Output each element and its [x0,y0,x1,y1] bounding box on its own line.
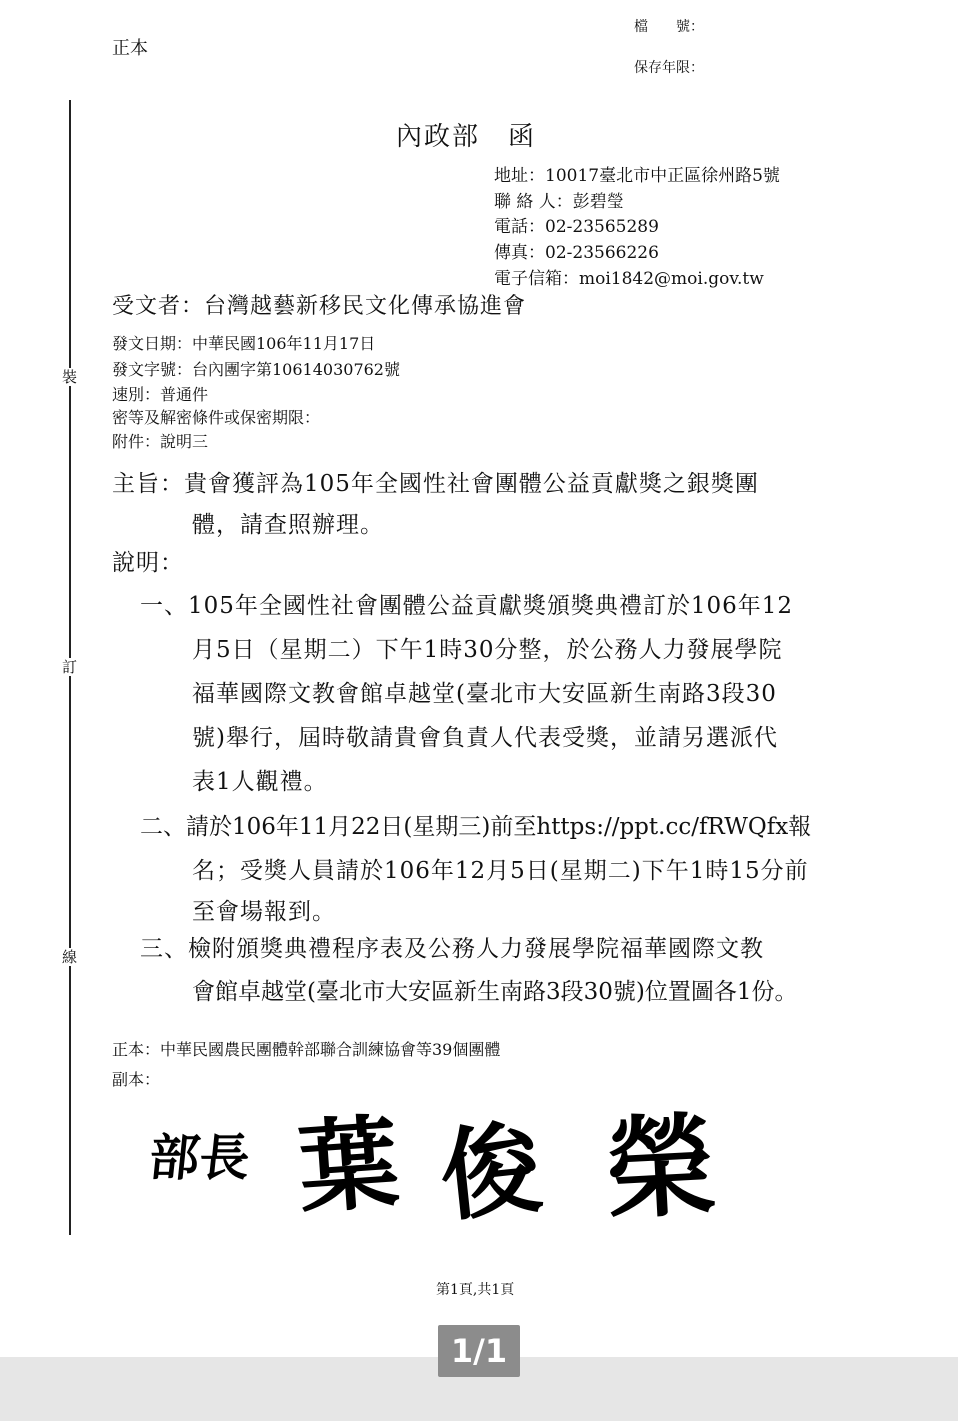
binding-mark-3: 線 [62,948,78,966]
copy-type: 正本 [112,38,148,59]
contact-email: 電子信箱：moi1842@moi.gov.tw [494,269,764,289]
attachment: 附件：說明三 [112,432,209,451]
contact-fax: 傳真：02-23566226 [494,243,659,263]
contact-person: 聯 絡 人：彭碧瑩 [494,192,624,212]
signature-name-2: 俊 [434,1108,547,1236]
binding-mark-2: 訂 [62,658,78,676]
binding-mark-1: 裝 [62,368,78,386]
item2-line-1: 二、請於106年11月22日(星期三)前至https://ppt.cc/fRWQfx報 [140,814,812,840]
explanation-heading: 說明： [112,550,184,576]
signature-name-1: 葉 [294,1102,403,1228]
speed: 速別：普通件 [112,385,209,404]
secrecy: 密等及解密條件或保密期限： [112,408,321,427]
distribution-main: 正本：中華民國農民團體幹部聯合訓練協會等39個團體 [112,1040,501,1059]
distribution-copy: 副本： [112,1070,161,1089]
issue-date: 發文日期：中華民國106年11月17日 [112,334,376,353]
signature-title: 部長 [146,1128,253,1187]
page-footer: 第1頁,共1頁 [436,1282,515,1298]
item1-line-2: 月5日（星期二）下午1時30分整，於公務人力發展學院 [192,637,783,663]
item2-line-3: 至會場報到。 [192,899,336,925]
retention-label: 保存年限： [634,60,704,76]
item1-line-3: 福華國際文教會館卓越堂(臺北市大安區新生南路3段30 [192,681,777,707]
item3-line-1: 三、檢附頒獎典禮程序表及公務人力發展學院福華國際文教 [140,936,764,962]
item2-line-2: 名；受獎人員請於106年12月5日(星期二)下午1時15分前 [192,858,809,884]
item1-line-4: 號)舉行，屆時敬請貴會負責人代表受獎，並請另選派代 [192,725,778,751]
item3-line-2: 會館卓越堂(臺北市大安區新生南路3段30號)位置圖各1份。 [192,979,798,1005]
item1-line-1: 一、105年全國性社會團體公益貢獻獎頒獎典禮訂於106年12 [140,593,794,619]
document-number: 發文字號：台內團字第10614030762號 [112,360,400,379]
subject-line-2: 體，請查照辦理。 [192,512,384,538]
document-title: 內政部 函 [396,122,537,152]
contact-phone: 電話：02-23565289 [494,217,659,237]
file-no-label: 檔 號： [634,19,704,35]
contact-address: 地址：10017臺北市中正區徐州路5號 [494,166,780,186]
item1-line-5: 表1人觀禮。 [192,769,328,795]
signature-name-3: 榮 [602,1100,719,1235]
subject-line-1: 主旨：貴會獲評為105年全國性社會團體公益貢獻獎之銀獎團 [112,471,759,497]
page-indicator[interactable]: 1/1 [438,1325,520,1377]
recipient: 受文者：台灣越藝新移民文化傳承協進會 [112,294,527,319]
